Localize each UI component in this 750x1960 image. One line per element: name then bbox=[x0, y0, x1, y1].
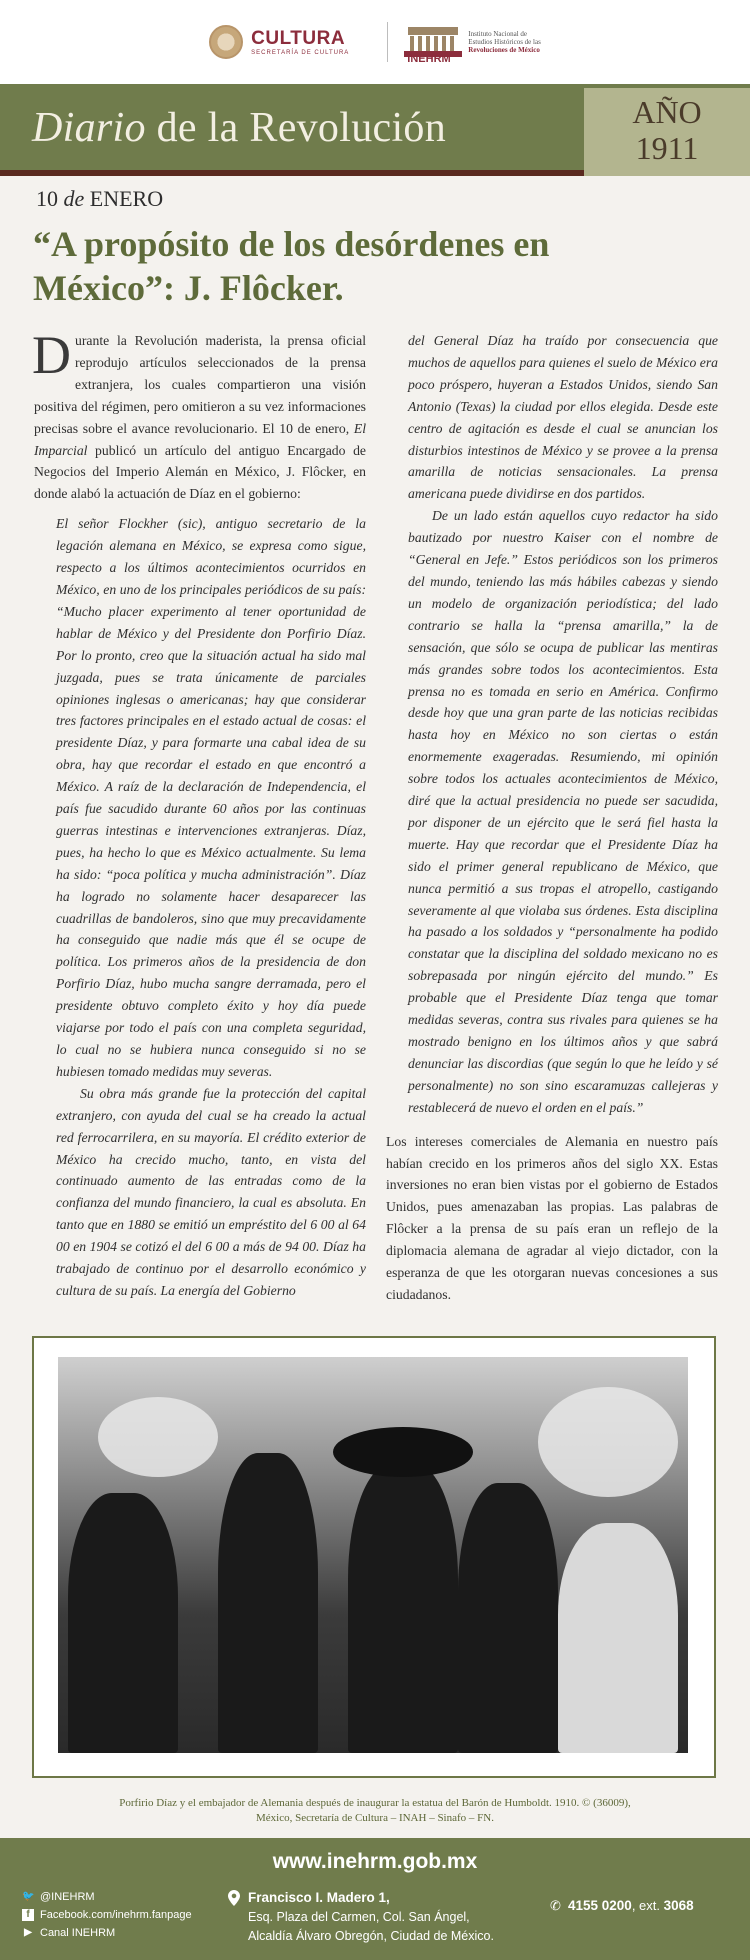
address-title: Francisco I. Madero 1, bbox=[248, 1890, 390, 1905]
drop-cap: D bbox=[32, 325, 71, 385]
article-left-column bbox=[32, 325, 366, 1302]
address bbox=[248, 1888, 494, 1946]
photo-figure bbox=[68, 1493, 178, 1753]
logo-divider bbox=[387, 22, 388, 62]
quote-paragraph-2: Su obra más grande fue la protección del capital extranjero, con ayuda del cual se ha creado la actual red ferrocarrilera, en su mayoría. El crédito exterior de México ha crecido mucho, tanto, en vista del continuado aumento de las entradas como de la confianza del mundo financiero, la cual es absoluta. En tanto que en 1880 se emitió un empréstito del 6 00 al 64 00 en 1904 se cotizó el del 6 00 a más de 94 00. Díaz ha trabajado de continuo por el desarrollo económico y cultura de su país. La energía del Gobierno bbox=[56, 1085, 366, 1298]
photo-figure bbox=[218, 1453, 318, 1753]
inehrm-line3: Revoluciones de México bbox=[468, 46, 540, 54]
inehrm-logo[interactable] bbox=[404, 27, 541, 65]
closing-paragraph: Los intereses comerciales de Alemania en nuestro país habían crecido en los primeros años del siglo XX. Estas inversiones no eran bien vistas por el gobierno de Estados Unidos, pues amenazaban las propias. Las palabras de Flôcker a la prensa de su país eran un reflejo de la diplomacia alemana de agradar al viejo dictador, con la esperanza de que les otorgaran nuevas concesiones a sus ciudadanos. bbox=[386, 1133, 718, 1302]
date-month: ENERO bbox=[89, 186, 164, 211]
newspaper-name: El Imparcial bbox=[34, 420, 366, 458]
cultura-title: CULTURA bbox=[251, 28, 346, 49]
photo-caption: Porfirio Díaz y el embajador de Alemania después de inaugurar la estatua del Barón de Humboldt. 1910. © (36009), México, Secretaría de Cultura – INAH – Sinafo – FN. bbox=[119, 1797, 631, 1824]
quote-paragraph-4: De un lado están aquellos cuyo redactor ha sido bautizado por nuestro Kaiser con el nombre de “General en Jefe.” Estos periódicos son los primeros del mundo, teniendo las más hábiles cabezas y siendo un modelo de organización periodística; del lado contrario se halla la “prensa amarilla,” la de sensación, que sólo se ocupa de publicar las mentiras más grandes sobre todos los acontecimientos. Esta prensa no es tomada en serio en América. Confirmo desde hoy que una gran parte de las noticias recibidas hasta hoy en México no son ciertas o están enormemente exageradas. Resumiendo, mi opinión sobre todos los actuales acontecimientos de México, diré que la actual presidencia no puede ser sacudida, por disponer de un ejército que le será fiel hasta la muerte. Hay que recordar que el Presidente Díaz ha sido el primer general republicano de México, que nunca permitió a sus tropas el atropello, castigando severamente al que violaba sus órdenes. Esta disciplina ha pasado a los soldados y “personalmente ha podido constatar que la disciplina del soldado mexicano no es sobrepasada por ningún ejército del mundo.” Es probable que el Presidente Díaz tenga que tomar medidas severas, contra sus rivales para quienes se ha mostrado benigno en los últimos años y que sabrá denunciar las discordias (que según lo que he leído y sé personalmente) no son sino escaramuzas callejeras y restablecerá de nuevo el orden en el país.” bbox=[408, 508, 718, 1115]
location-pin-icon bbox=[228, 1890, 240, 1906]
phone[interactable]: ✆ 4155 0200, ext. 3068 bbox=[550, 1898, 694, 1913]
phone-number: 4155 0200 bbox=[568, 1898, 632, 1913]
facebook-icon: f bbox=[22, 1909, 34, 1921]
year-value: 1911 bbox=[635, 130, 699, 166]
logo-bar bbox=[0, 0, 750, 84]
youtube-link[interactable]: ▶ Canal INEHRM bbox=[22, 1924, 192, 1942]
phone-ext: 3068 bbox=[663, 1898, 694, 1913]
date-de: de bbox=[63, 186, 85, 211]
eagle-seal-icon bbox=[209, 25, 243, 59]
cultura-logo[interactable] bbox=[209, 25, 349, 59]
address-line-2: Esq. Plaza del Carmen, Col. San Ángel, bbox=[248, 1910, 470, 1924]
article-right-column bbox=[386, 330, 718, 1306]
diary-title-italic: Diario bbox=[32, 105, 146, 151]
quote-block-continued bbox=[408, 330, 718, 1119]
intro-paragraph: Durante la Revolución maderista, la prensa oficial reprodujo artículos seleccionados de la prensa extranjera, los cuales compartieron una visión positiva del régimen, pero omitieron a su vez informaciones precisas sobre el avance revolucionario. El 10 de enero, El Imparcial publicó un artículo del antiguo Encargado de Negocios del Imperio Alemán en México, J. Flôcker, en donde alabó la actuación de Díaz en el gobierno: bbox=[32, 325, 366, 502]
building-icon bbox=[404, 27, 462, 65]
quote-paragraph-3: del General Díaz ha traído por consecuencia que muchos de aquellos para quienes el suelo de México era poco próspero, huyeran a Estados Unidos, siendo San Antonio (Texas) la ciudad por ellos elegida. Desde este centro de agitación es desde el cual se anuncian los disturbios intestinos de México y se provee a la prensa amarilla de noticias sensacionales. La prensa americana puede dividirse en dos partidos. bbox=[408, 333, 718, 502]
date-day: 10 bbox=[36, 186, 58, 211]
article-headline: “A propósito de los desórdenes en México”: J. Flôcker. bbox=[33, 224, 550, 308]
address-line-3: Alcaldía Álvaro Obregón, Ciudad de México. bbox=[248, 1929, 494, 1943]
photo-crowd-highlight bbox=[98, 1397, 218, 1477]
inehrm-acronym: INEHRM bbox=[407, 53, 451, 65]
phone-icon: ✆ bbox=[550, 1898, 561, 1913]
year-box bbox=[584, 88, 750, 176]
youtube-icon: ▶ bbox=[24, 1927, 32, 1938]
quote-block bbox=[56, 513, 366, 1302]
historical-photo bbox=[58, 1357, 688, 1753]
date-line bbox=[36, 186, 163, 212]
year-label: AÑO bbox=[632, 94, 702, 130]
photo-figure bbox=[558, 1523, 678, 1753]
twitter-icon: 🐦 bbox=[22, 1891, 35, 1902]
social-links bbox=[22, 1888, 192, 1942]
facebook-link[interactable]: f Facebook.com/inehrm.fanpage bbox=[22, 1906, 192, 1924]
diary-title-rest: de la Revolución bbox=[145, 105, 447, 151]
photo-figure bbox=[348, 1463, 458, 1753]
cultura-subtitle: SECRETARÍA DE CULTURA bbox=[251, 50, 350, 56]
inehrm-line2: Estudios Históricos de las bbox=[468, 38, 541, 46]
diary-title bbox=[32, 104, 446, 152]
inehrm-line1: Instituto Nacional de bbox=[468, 30, 528, 38]
quote-paragraph-1: El señor Flockher (sic), antiguo secretario de la legación alemana en México, se expresa como sigue, respecto a los últimos acontecimientos ocurridos en México, en uno de los principales periódicos de su país: “Mucho placer experimento al tener oportunidad de hablar de México y del Presidente don Porfirio Díaz. Por lo pronto, creo que la situación actual ha sido mal juzgada, pues se trata únicamente de parciales opiniones inglesas o americanas; hay que considerar tres factores principales en el estado actual de cosas: el presidente Díaz, y para formarte una cabal idea de su obra, hay que recordar el estado en que encontró a México. A raíz de la declaración de Independencia, el país fue sacudido durante 60 años por las continuas guerras intestinas e intervenciones extranjeras. Díaz, pues, ha hecho lo que es México actualmente. Su lema ha sido: “poca política y mucha administración”. Díaz ha logrado no solamente hacer desaparecer las cuadrillas de bandoleros, sino que muy precavidamente ha conseguido que nadie más que él se ocupe de política. Los primeros años de la presidencia de don Porfirio Díaz, hubo mucha sangre derramada, pero el presidente obtuvo completo éxito y hoy día puede viajarse por todo el país con una completa seguridad, lo cual no se hubiera nunca conseguido si no se hubiesen tomado medidas muy severas. bbox=[56, 516, 366, 1079]
photo-crowd-highlight bbox=[538, 1387, 678, 1497]
twitter-link[interactable]: 🐦 @INEHRM bbox=[22, 1891, 95, 1903]
photo-figure bbox=[458, 1483, 558, 1753]
website-link[interactable]: www.inehrm.gob.mx bbox=[272, 1850, 478, 1873]
photo-hat bbox=[333, 1427, 473, 1477]
